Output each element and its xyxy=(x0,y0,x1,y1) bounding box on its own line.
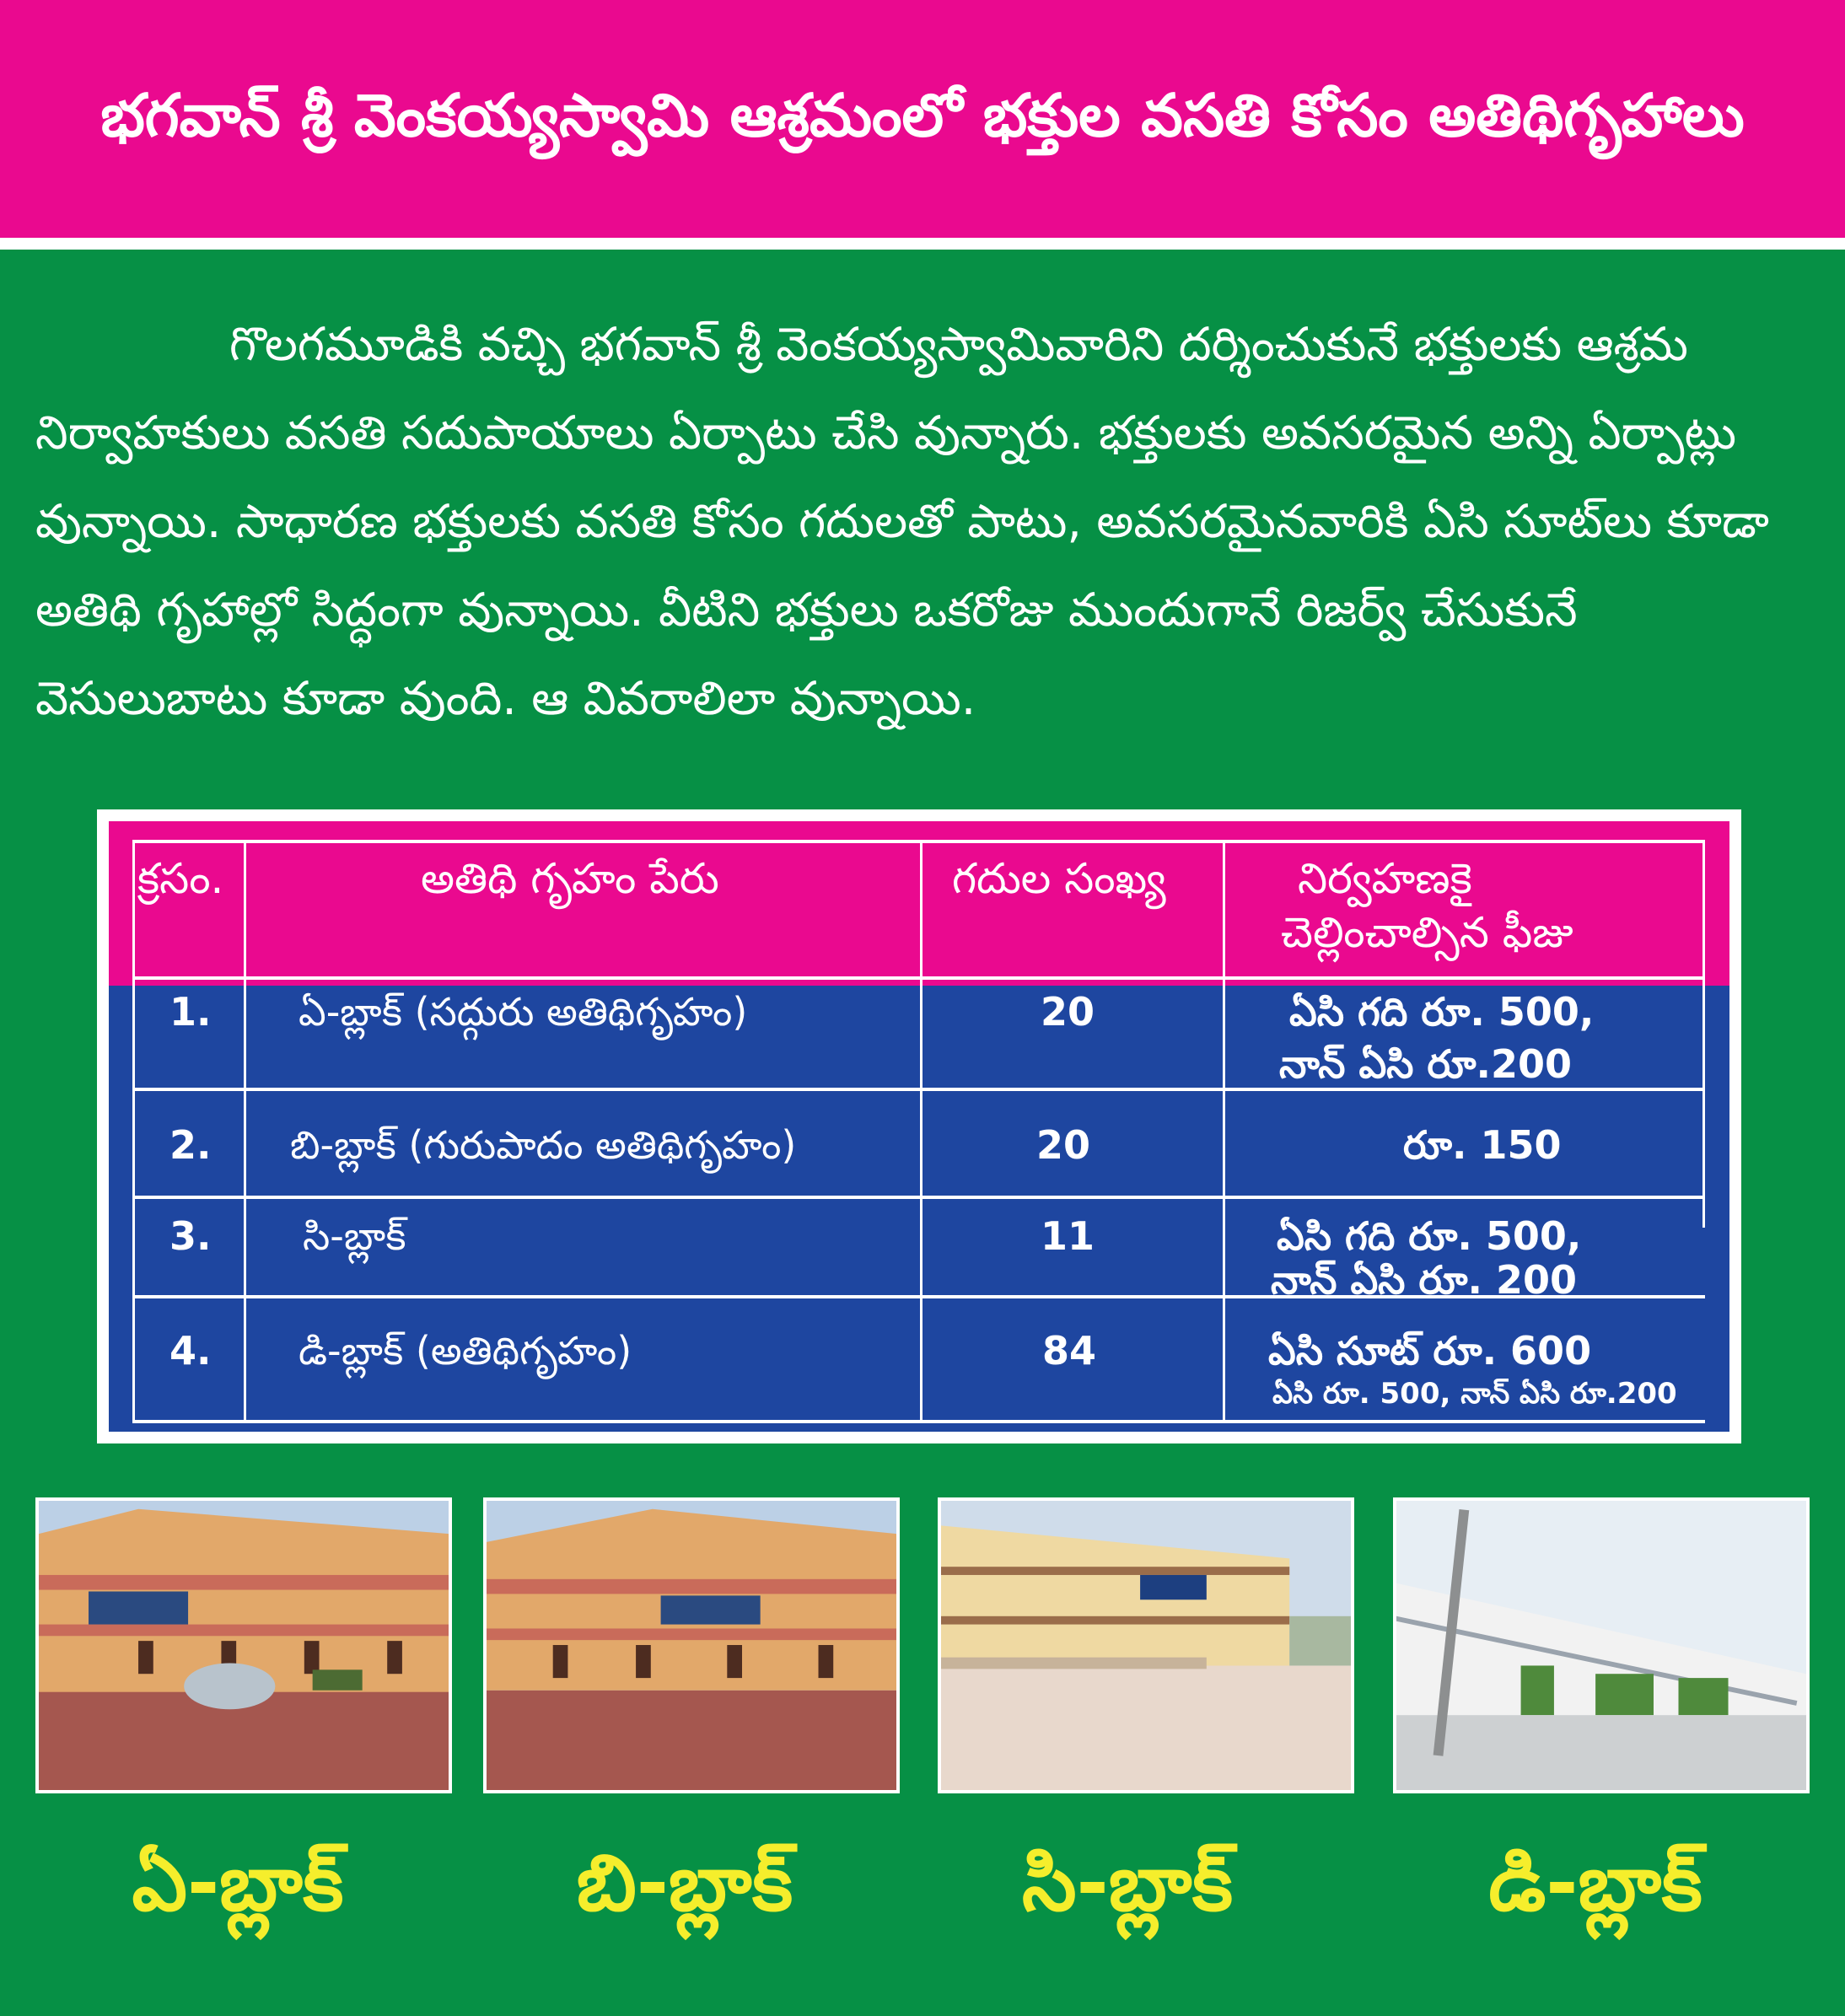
intro-line: గొలగమూడికి వచ్చి భగవాన్ శ్రీ వెంకయ్యస్వామివారిని దర్శించుకునే భక్తులకు ఆశ్రమ xyxy=(229,317,1688,371)
a-block-photo xyxy=(35,1497,452,1793)
row-rooms: 11 xyxy=(1041,1213,1095,1259)
banner-divider xyxy=(0,238,1845,250)
table-border xyxy=(1702,840,1705,1228)
row-fee-line2: నాన్ ఏసి రూ.200 xyxy=(1279,1041,1572,1087)
header-fee-line2: చెల్లించాల్సిన ఫీజు xyxy=(1281,908,1573,957)
row-divider xyxy=(132,1196,1705,1199)
row-rooms: 20 xyxy=(1036,1122,1091,1168)
column-divider xyxy=(1223,840,1225,1422)
row-fee-line2: ఏసి రూ. 500, నాన్ ఏసి రూ.200 xyxy=(1272,1377,1677,1411)
row-name: సి-బ్లాక్ xyxy=(303,1213,406,1259)
b-block-photo xyxy=(483,1497,900,1793)
header-rooms: గదుల సంఖ్య xyxy=(952,854,1166,903)
header-name: అతిథి గృహం పేరు xyxy=(421,854,719,903)
row-serial: 3. xyxy=(169,1213,212,1259)
row-serial: 1. xyxy=(169,989,212,1035)
c-block-photo xyxy=(938,1497,1354,1793)
row-rooms: 20 xyxy=(1041,989,1095,1035)
header-serial: క్రసం. xyxy=(137,854,224,903)
row-name: ఏ-బ్లాక్ (సద్గురు అతిథిగృహం) xyxy=(299,989,748,1035)
column-divider xyxy=(244,840,246,1422)
row-fee-line1: ఏసి సూట్ రూ. 600 xyxy=(1268,1328,1592,1374)
row-name: బి-బ్లాక్ (గురుపాదం అతిథిగృహం) xyxy=(290,1122,797,1168)
row-fee-line1: ఏసి గది రూ. 500, xyxy=(1277,1213,1582,1259)
row-name: డి-బ్లాక్ (అతిథిగృహం) xyxy=(299,1328,632,1374)
row-serial: 4. xyxy=(169,1328,212,1374)
row-serial: 2. xyxy=(169,1122,212,1168)
b-block-label: బి-బ్లాక్ xyxy=(576,1838,793,1928)
row-fee-line1: రూ. 150 xyxy=(1403,1122,1562,1168)
row-divider xyxy=(132,976,1705,980)
d-block-photo xyxy=(1393,1497,1810,1793)
row-fee-line2: నాన్ ఏసి రూ. 200 xyxy=(1271,1257,1577,1303)
guesthouse-table xyxy=(97,809,1741,1443)
intro-line: వున్నాయి. సాధారణ భక్తులకు వసతి కోసం గదులతో పాటు, అవసరమైనవారికి ఏసి సూట్‌లు కూడా xyxy=(35,494,1770,548)
row-fee-line1: ఏసి గది రూ. 500, xyxy=(1289,989,1595,1035)
a-block-label: ఏ-బ్లాక్ xyxy=(132,1838,344,1928)
intro-line: నిర్వాహకులు వసతి సదుపాయాలు ఏర్పాటు చేసి వున్నారు. భక్తులకు అవసరమైన అన్ని ఏర్పాట్లు xyxy=(35,406,1737,460)
header-fee-line1: నిర్వహణకై xyxy=(1298,854,1472,903)
column-divider xyxy=(920,840,922,1422)
intro-paragraph xyxy=(35,300,1785,743)
table-body xyxy=(109,821,1729,1432)
table-border xyxy=(132,840,1705,843)
page-title: భగవాన్ శ్రీ వెంకయ్యస్వామి ఆశ్రమంలో భక్తుల వసతి కోసం అతిథిగృహాలు xyxy=(100,81,1745,150)
c-block-label: సి-బ్లాక్ xyxy=(1021,1838,1234,1928)
table-border xyxy=(132,840,135,1422)
row-rooms: 84 xyxy=(1042,1328,1097,1374)
row-divider xyxy=(132,1088,1705,1091)
table-border xyxy=(132,1420,1705,1423)
intro-line: వెసులుబాటు కూడా వుంది. ఆ వివరాలిలా వున్నాయి. xyxy=(35,671,976,725)
d-block-label: డి-బ్లాక్ xyxy=(1488,1838,1702,1928)
intro-line: అతిథి గృహాల్లో సిద్ధంగా వున్నాయి. వీటిని భక్తులు ఒకరోజు ముందుగానే రిజర్వ్ చేసుకునే xyxy=(35,583,1578,637)
table-header xyxy=(109,821,1729,986)
